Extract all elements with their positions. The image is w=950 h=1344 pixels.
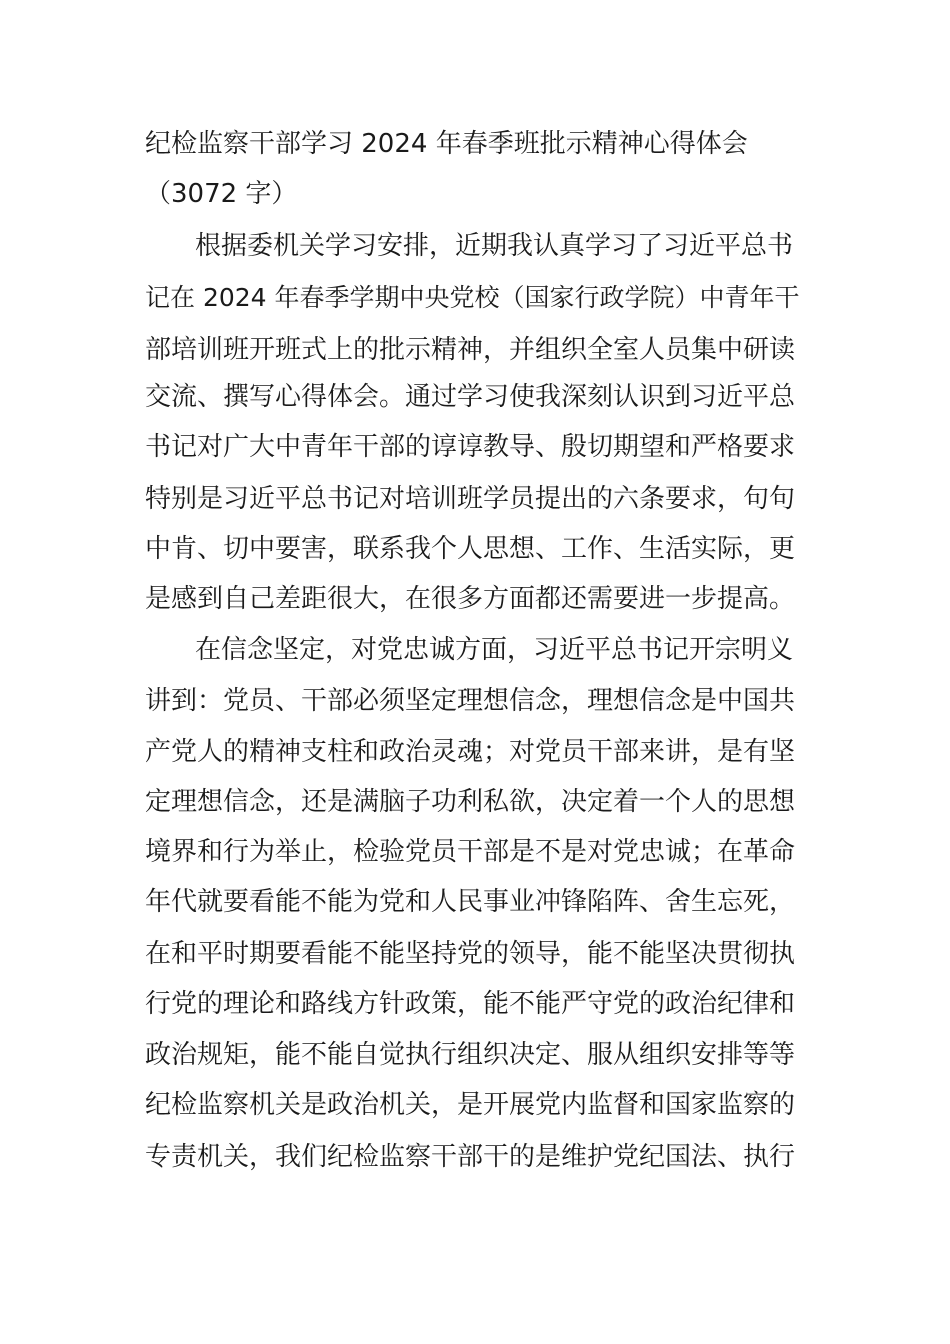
paragraph-2-line: 专责机关，我们纪检监察干部干的是维护党纪国法、执行: [145, 1142, 796, 1172]
paragraph-1-line: 中肯、切中要害，联系我个人思想、工作、生活实际，更: [145, 534, 796, 564]
paragraph-1-line: 是感到自己差距很大，在很多方面都还需要进一步提高。: [145, 584, 796, 614]
paragraph-1-line: 部培训班开班式上的批示精神，并组织全室人员集中研读: [145, 335, 796, 365]
paragraph-1-line: 根据委机关学习安排，近期我认真学习了习近平总书: [195, 231, 794, 261]
paragraph-2-line: 定理想信念，还是满脑子功利私欲，决定着一个人的思想: [145, 787, 796, 817]
paragraph-2-line: 境界和行为举止，检验党员干部是不是对党忠诚；在革命: [145, 837, 796, 867]
paragraph-2-line: 年代就要看能不能为党和人民事业冲锋陷阵、舍生忘死，: [145, 887, 796, 917]
paragraph-2-line: 在信念坚定，对党忠诚方面，习近平总书记开宗明义: [195, 635, 794, 665]
paragraph-2-line: 讲到：党员、干部必须坚定理想信念，理想信念是中国共: [145, 686, 796, 716]
paragraph-2-line: 产党人的精神支柱和政治灵魂；对党员干部来讲，是有坚: [145, 737, 796, 767]
document-title-line-2: （3072 字）: [145, 179, 298, 209]
paragraph-1-line: 特别是习近平总书记对培训班学员提出的六条要求，句句: [145, 484, 796, 514]
paragraph-2-line: 政治规矩，能不能自觉执行组织决定、服从组织安排等等: [145, 1040, 796, 1070]
paragraph-1-line: 记在 2024 年春季学期中央党校（国家行政学院）中青年干: [145, 283, 800, 312]
paragraph-2-line: 在和平时期要看能不能坚持党的领导，能不能坚决贯彻执: [145, 939, 796, 969]
paragraph-1-line: 书记对广大中青年干部的谆谆教导、殷切期望和严格要求: [145, 432, 796, 462]
paragraph-1-line: 交流、撰写心得体会。通过学习使我深刻认识到习近平总: [145, 382, 796, 412]
paragraph-2-line: 纪检监察机关是政治机关，是开展党内监督和国家监察的: [145, 1090, 796, 1120]
paragraph-2-line: 行党的理论和路线方针政策，能不能严守党的政治纪律和: [145, 989, 796, 1019]
document-title-line-1: 纪检监察干部学习 2024 年春季班批示精神心得体会: [145, 129, 748, 159]
